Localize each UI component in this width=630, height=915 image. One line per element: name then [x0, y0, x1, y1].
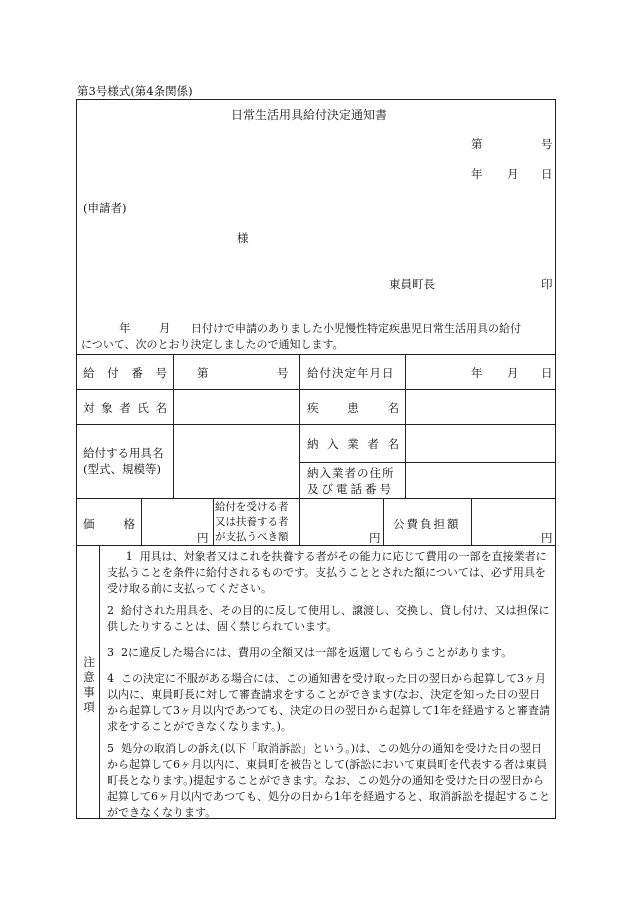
intro-month: 月 — [159, 321, 171, 335]
public-share-yen: 円 — [541, 531, 553, 545]
price-yen: 円 — [197, 531, 209, 545]
label-subject-name: 対 象 者 氏 名 — [83, 401, 167, 415]
label-payer-amount-3: が支払うべき額 — [215, 531, 289, 543]
label-price: 価 格 — [83, 517, 135, 531]
decision-date-month: 月 — [507, 366, 519, 380]
date-year: 年 — [471, 167, 483, 181]
applicant-label: (申請者) — [83, 201, 127, 215]
intro-year: 年 — [119, 321, 131, 335]
label-supplier-name: 納 入 業 者 名 — [307, 437, 399, 451]
seal-mark: 印 — [541, 277, 553, 291]
note-item: 4 この決定に不服がある場合には、この通知書を受け取った日の翌日から起算して3ヶ月以内に、東員町長に対して審査請求をすることができます(なお、決定を知った日の翌日から起算して3ヶ月以内であつても、決定の日の翌日から起算して1年を経過すると審査請求をすることができなくなります。)。 — [107, 672, 550, 733]
grant-number-suffix: 号 — [277, 366, 289, 380]
doc-number-suffix: 号 — [541, 137, 553, 151]
note-item: 3 2に違反した場合には、費用の全額又は一部を返還してもらうことがあります。 — [107, 646, 513, 659]
document-title: 日常生活用具給付決定通知書 — [231, 108, 388, 122]
payer-amount-yen: 円 — [369, 531, 381, 545]
label-decision-date: 給付決定年月日 — [307, 366, 395, 380]
doc-number-prefix: 第 — [471, 137, 483, 151]
note-item: 5 処分の取消しの訴え(以下「取消訴訟」という。)は、この処分の通知を受けた日の翌日から起算して6ヶ月以内に、東員町を被告として(訴訟において東員町を代表する者は東員町長となります。)提起することができます。なお、この処分の通知を受けた日の翌日から起算して6ヶ月以内であつても、処分の日から1年を経過すると、取消訴訟を提起することができなくなります。 — [107, 742, 550, 819]
label-disease-name: 疾 患 名 — [307, 401, 399, 415]
label-equipment-name: 給付する用具名 — [83, 446, 164, 460]
label-supplier-address: 納入業者の住所 — [307, 466, 395, 480]
notice-form — [76, 99, 556, 819]
intro-line2: について、次のとおり決定しましたので通知します。 — [81, 338, 344, 351]
date-day: 日 — [541, 167, 553, 181]
intro-line1: 日付けで申請のありました小児慢性特定疾患児日常生活用具の給付 — [191, 322, 521, 335]
issuer-name: 東員町長 — [389, 277, 435, 291]
note-item: 2 給付された用具を、その目的に反して使用し、譲渡し、交換し、貸し付け、又は担保に供したりすることは、固く禁じられています。 — [107, 604, 550, 633]
date-month: 月 — [507, 167, 519, 181]
label-public-share: 公費負担額 — [393, 517, 461, 531]
grant-number-prefix: 第 — [197, 366, 209, 380]
label-payer-amount-1: 給付を受ける者 — [215, 501, 289, 513]
label-supplier-phone: 及び電話番号 — [307, 482, 394, 496]
notes-header: 注 意 事 項 — [83, 655, 95, 714]
label-grant-number: 給 付 番 号 — [83, 366, 167, 380]
label-equipment-model: (型式、規模等) — [83, 462, 161, 476]
form-number-label: 第3号様式(第4条関係) — [77, 84, 193, 98]
decision-date-year: 年 — [471, 366, 483, 380]
label-payer-amount-2: 又は扶養する者 — [215, 516, 289, 528]
recipient-honorific: 様 — [237, 231, 249, 245]
decision-date-day: 日 — [541, 366, 553, 380]
note-item: 1 用具は、対象者又はこれを扶養する者がその能力に応じて費用の一部を直接業者に支払うことを条件に給付されるものです。支払うこととされた額については、必ず用具を受け取る前に支払ってください。 — [107, 550, 547, 595]
